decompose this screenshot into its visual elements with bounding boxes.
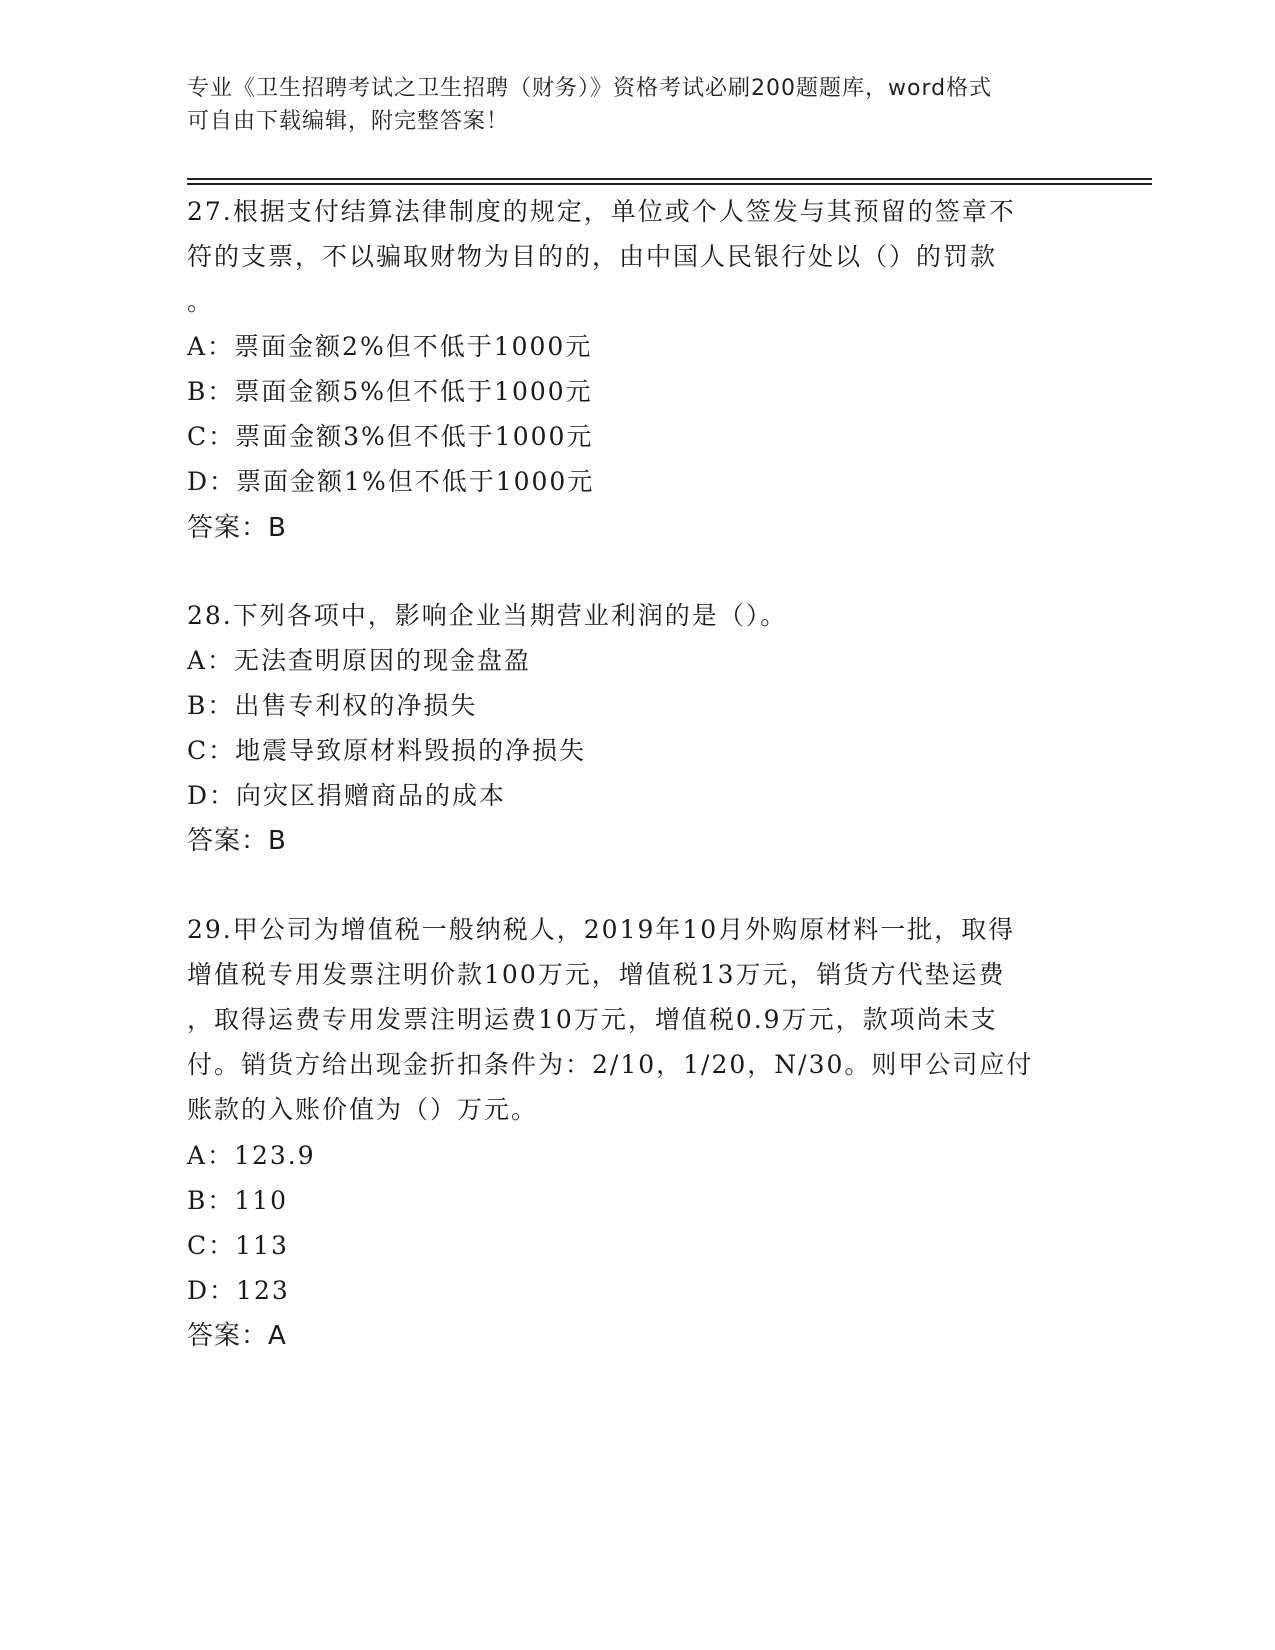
question-stem-line: 符的支票，不以骗取财物为目的的，由中国人民银行处以（）的罚款 [187, 242, 998, 271]
option-a: A：无法查明原因的现金盘盈 [187, 646, 532, 675]
header-divider-top [187, 178, 1152, 180]
answer: 答案：A [187, 1321, 287, 1351]
option-d: D：票面金额1%但不低于1000元 [187, 467, 595, 496]
document-header [187, 72, 1067, 138]
answer: 答案：B [187, 826, 287, 856]
question-stem-line: 增值税专用发票注明价款100万元，增值税13万元，销货方代垫运费 [187, 960, 1006, 989]
option-c: C：票面金额3%但不低于1000元 [187, 422, 594, 451]
option-b: B：出售专利权的净损失 [187, 691, 478, 720]
question-stem-line: 29.甲公司为增值税一般纳税人，2019年10月外购原材料一批，取得 [187, 915, 1016, 944]
question-stem-line: 。 [187, 287, 215, 316]
answer: 答案：B [187, 513, 287, 543]
option-d: D：向灾区捐赠商品的成本 [187, 781, 507, 810]
header-line-1: 专业《卫生招聘考试之卫生招聘（财务）》资格考试必刷200题题库，word格式 [187, 76, 993, 101]
option-b: B：110 [187, 1186, 289, 1215]
option-c: C：113 [187, 1231, 289, 1260]
option-d: D：123 [187, 1276, 290, 1305]
header-divider-bottom [187, 183, 1152, 185]
option-a: A：票面金额2%但不低于1000元 [187, 332, 593, 361]
question-stem-line: ，取得运费专用发票注明运费10万元，增值税0.9万元，款项尚未支 [187, 1005, 998, 1034]
question-stem-line: 27.根据支付结算法律制度的规定，单位或个人签发与其预留的签章不 [187, 197, 1016, 226]
option-a: A：123.9 [187, 1141, 316, 1170]
option-c: C：地震导致原材料毁损的净损失 [187, 736, 587, 765]
header-line-2: 可自由下载编辑，附完整答案！ [187, 109, 510, 134]
question-stem-line: 账款的入账价值为（）万元。 [187, 1095, 539, 1124]
option-b: B：票面金额5%但不低于1000元 [187, 377, 593, 406]
question-stem-line: 付。销货方给出现金折扣条件为：2/10，1/20，N/30。则甲公司应付 [187, 1050, 1034, 1079]
question-stem-line: 28.下列各项中，影响企业当期营业利润的是（）。 [187, 601, 788, 630]
